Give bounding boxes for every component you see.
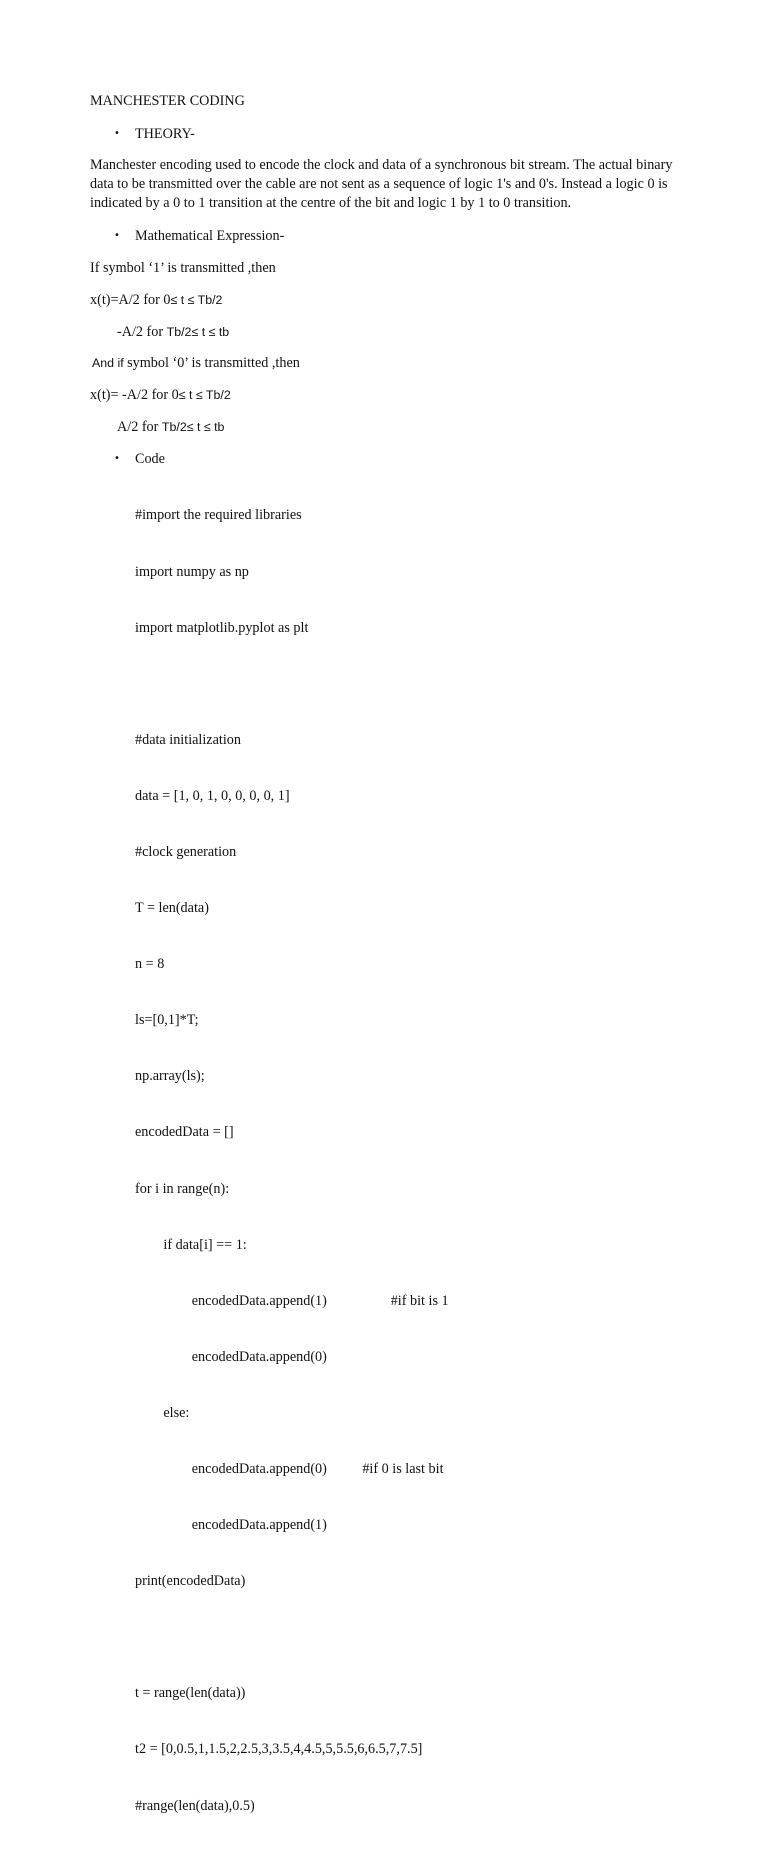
math-heading: Mathematical Expression- <box>135 228 285 244</box>
code-line: else: <box>135 1404 190 1421</box>
code-line: encodedData.append(1) <box>135 1517 327 1534</box>
theory-line: data to be transmitted over the cable are not sent as a sequence of logic 1's and 0's. Instead a logic 0 is <box>90 176 668 193</box>
case1-line1-main: x(t)=A/2 for 0 <box>90 292 171 308</box>
code-line <box>135 675 449 694</box>
code-line: encodedData.append(0) <box>135 1348 327 1365</box>
theory-line: indicated by a 0 to 1 transition at the centre of the bit and logic 1 by 1 to 0 transition. <box>90 195 572 212</box>
theory-line: Manchester encoding used to encode the clock and data of a synchronous bit stream. The actual binary <box>90 157 673 173</box>
case1-line2-condition: Tb/2≤ t ≤ tb <box>166 325 230 339</box>
code-line: t = range(len(data)) <box>135 1685 246 1702</box>
code-line <box>135 1628 449 1647</box>
code-line: np.array(ls); <box>135 1068 205 1085</box>
code-line: data = [1, 0, 1, 0, 0, 0, 0, 1] <box>135 787 290 804</box>
code-line: encodedData.append(0) #if 0 is last bit <box>135 1461 444 1477</box>
case2-line2-condition: Tb/2≤ t ≤ tb <box>161 420 225 434</box>
case2-intro <box>92 356 300 370</box>
case2-line1-main: x(t)= -A/2 for 0 <box>90 387 179 403</box>
code-line: t2 = [0,0.5,1,1.5,2,2.5,3,3.5,4,4.5,5,5.5,6,6.5,7,7.5] <box>135 1741 423 1758</box>
case2-intro-text: symbol ‘0’ is transmitted ,then <box>127 355 300 371</box>
code-line: #data initialization <box>135 731 241 748</box>
case1-line1 <box>90 293 222 307</box>
code-line: encodedData = [] <box>135 1124 234 1141</box>
code-line: n = 8 <box>135 956 165 973</box>
case1-line1-condition: ≤ t ≤ Tb/2 <box>170 293 223 307</box>
code-line: T = len(data) <box>135 900 209 917</box>
code-line: import numpy as np <box>135 563 249 580</box>
code-line: ls=[0,1]*T; <box>135 1012 199 1029</box>
case2-intro-prefix: And if <box>92 356 128 370</box>
code-line: encodedData.append(1) #if bit is 1 <box>135 1292 449 1309</box>
case1-line2 <box>117 325 229 339</box>
bullet-code: • <box>114 453 120 464</box>
code-line: #import the required libraries <box>135 507 302 524</box>
code-line: print(encodedData) <box>135 1573 246 1590</box>
code-line: for i in range(n): <box>135 1180 230 1197</box>
document-title: MANCHESTER CODING <box>90 93 245 109</box>
theory-paragraph <box>90 156 680 214</box>
case2-line2-main: A/2 for <box>117 419 162 435</box>
case2-line1 <box>90 388 231 402</box>
bullet-math: • <box>114 230 120 241</box>
code-line: if data[i] == 1: <box>135 1236 247 1253</box>
case2-line1-condition: ≤ t ≤ Tb/2 <box>178 388 231 402</box>
case1-intro: If symbol ‘1’ is transmitted ,then <box>90 260 276 276</box>
code-block <box>135 469 449 1853</box>
code-line: #range(len(data),0.5) <box>135 1797 255 1814</box>
code-line: #clock generation <box>135 843 237 860</box>
theory-heading: THEORY- <box>135 126 195 142</box>
code-line: import matplotlib.pyplot as plt <box>135 619 309 636</box>
code-heading: Code <box>135 451 165 467</box>
bullet-theory: • <box>114 128 120 139</box>
case2-line2 <box>117 420 224 434</box>
case1-line2-main: -A/2 for <box>117 324 167 340</box>
